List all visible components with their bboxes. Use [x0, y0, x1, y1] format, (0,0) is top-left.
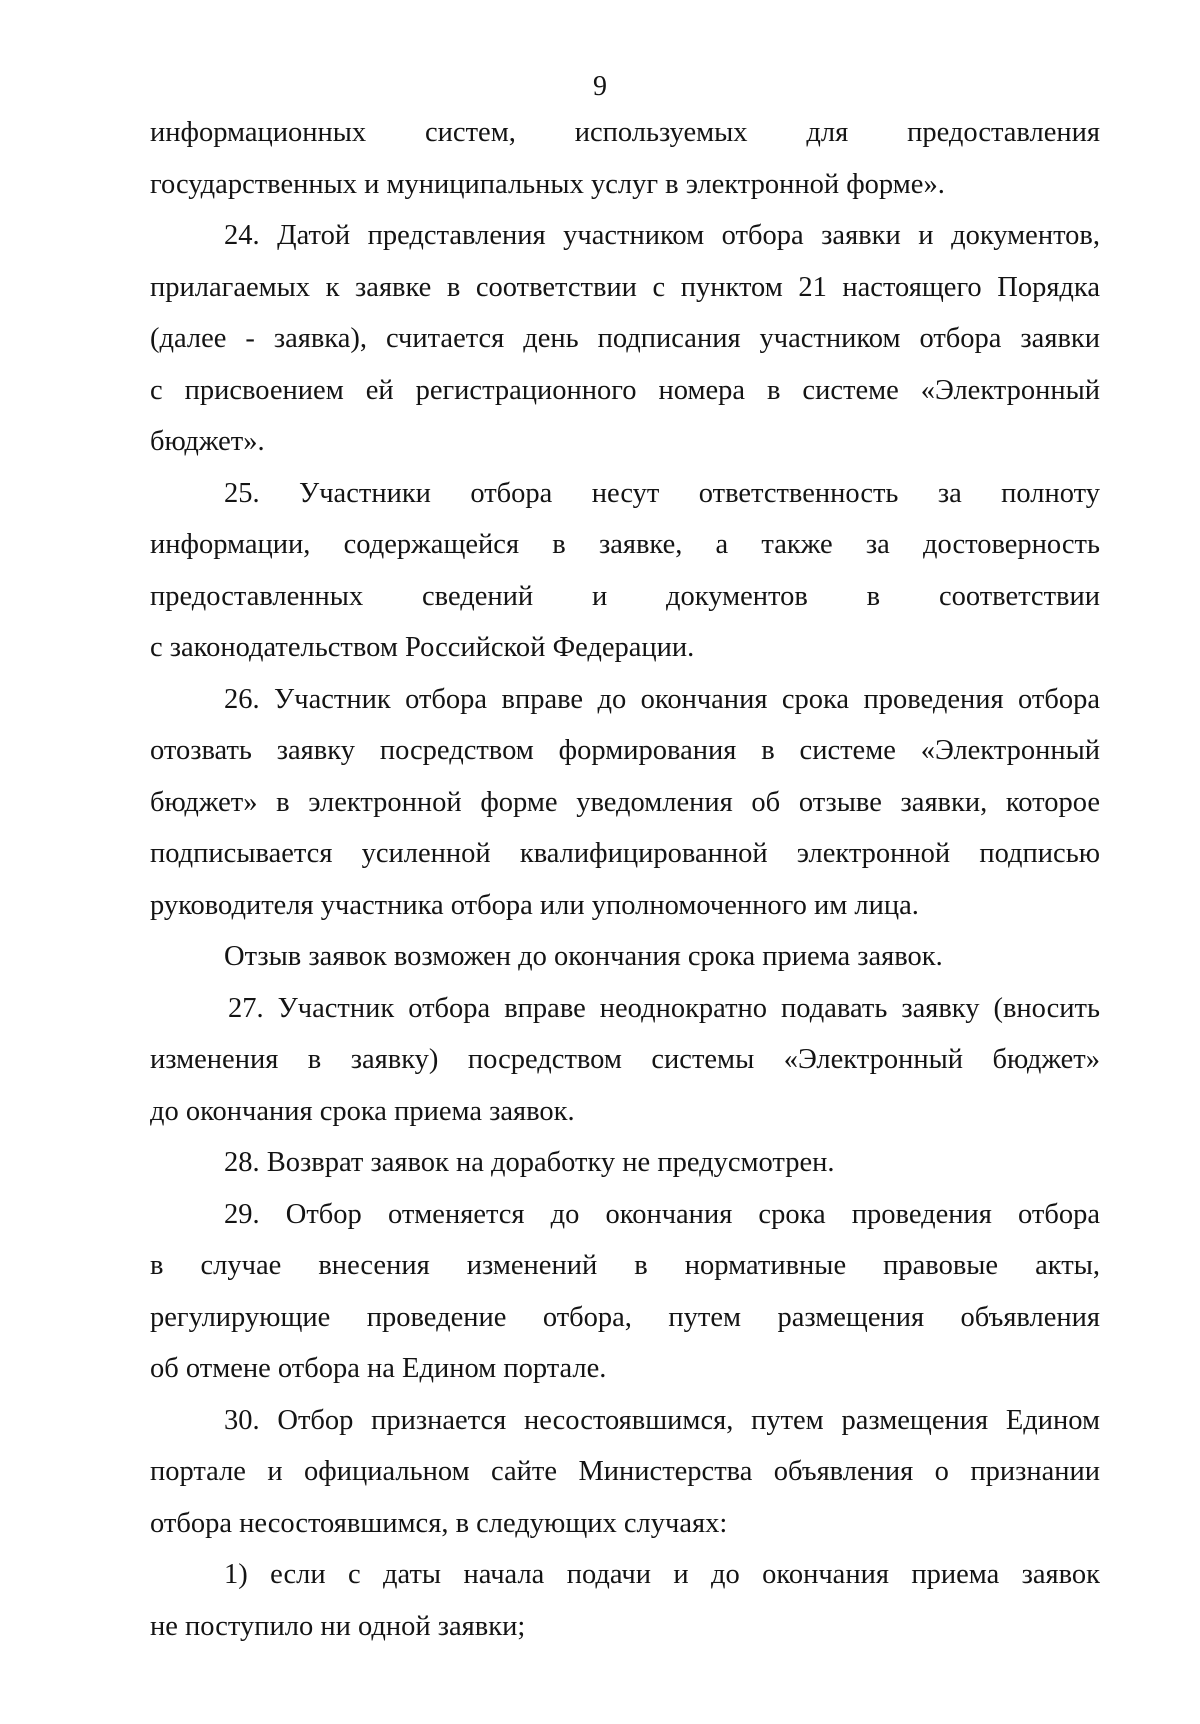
text-line: (далее - заявка), считается день подписания участником отбора заявки: [150, 323, 1100, 354]
text-line: руководителя участника отбора или уполномоченного им лица.: [150, 889, 919, 921]
text-line: прилагаемых к заявке в соответствии с пунктом 21 настоящего Порядка: [150, 271, 1100, 303]
text-line: 24. Датой представления участником отбора заявки и документов,: [224, 220, 1100, 251]
paragraph-25: [150, 468, 1100, 674]
paragraph-30: [150, 1395, 1100, 1550]
text-line: отозвать заявку посредством формирования в системе «Электронный: [150, 735, 1100, 766]
text-line: отбора несостоявшимся, в следующих случаях:: [150, 1507, 728, 1539]
text-line: предоставленных сведений и документов в соответствии: [150, 580, 1100, 612]
paragraph-28: [150, 1137, 1100, 1189]
paragraph-30-item-1: [150, 1549, 1100, 1652]
text-line: бюджет» в электронной форме уведомления об отзыве заявки, которое: [150, 786, 1100, 818]
text-line: Отзыв заявок возможен до окончания срока приема заявок.: [224, 941, 943, 972]
text-line: портале и официальном сайте Министерства объявления о признании: [150, 1456, 1100, 1487]
page-number: 9: [593, 71, 607, 102]
text-line: 29. Отбор отменяется до окончания срока проведения отбора: [224, 1198, 1100, 1230]
text-line: 30. Отбор признается несостоявшимся, путем размещения Едином: [224, 1404, 1100, 1436]
text-line: подписывается усиленной квалифицированной электронной подписью: [150, 838, 1100, 869]
text-line: 26. Участник отбора вправе до окончания срока проведения отбора: [224, 683, 1100, 715]
text-line: регулирующие проведение отбора, путем размещения объявления: [150, 1301, 1100, 1333]
text-line: об отмене отбора на Едином портале.: [150, 1353, 607, 1384]
paragraph-continuation: [150, 107, 1100, 210]
document-body: [150, 107, 1100, 1652]
text-line: информации, содержащейся в заявке, а также за достоверность: [150, 529, 1100, 560]
paragraph-26-note: [150, 931, 1100, 983]
text-line: государственных и муниципальных услуг в электронной форме».: [150, 168, 945, 200]
text-line: изменения в заявку) посредством системы «Электронный бюджет»: [150, 1044, 1100, 1075]
text-line: до окончания срока приема заявок.: [150, 1095, 575, 1127]
text-line: в случае внесения изменений в нормативные правовые акты,: [150, 1250, 1100, 1281]
text-line: 27. Участник отбора вправе неоднократно подавать заявку (вносить: [228, 992, 1100, 1024]
text-line: 28. Возврат заявок на доработку не предусмотрен.: [224, 1147, 835, 1178]
text-line: бюджет».: [150, 426, 265, 457]
text-line: информационных систем, используемых для предоставления: [150, 117, 1100, 148]
text-line: 1) если с даты начала подачи и до окончания приема заявок: [224, 1559, 1100, 1590]
paragraph-26: [150, 674, 1100, 932]
paragraph-24: [150, 210, 1100, 468]
text-line: 25. Участники отбора несут ответственность за полноту: [224, 477, 1100, 509]
paragraph-27: [150, 983, 1100, 1138]
text-line: с присвоением ей регистрационного номера в системе «Электронный: [150, 374, 1100, 406]
text-line: не поступило ни одной заявки;: [150, 1610, 526, 1642]
paragraph-29: [150, 1189, 1100, 1395]
text-line: с законодательством Российской Федерации.: [150, 632, 695, 663]
